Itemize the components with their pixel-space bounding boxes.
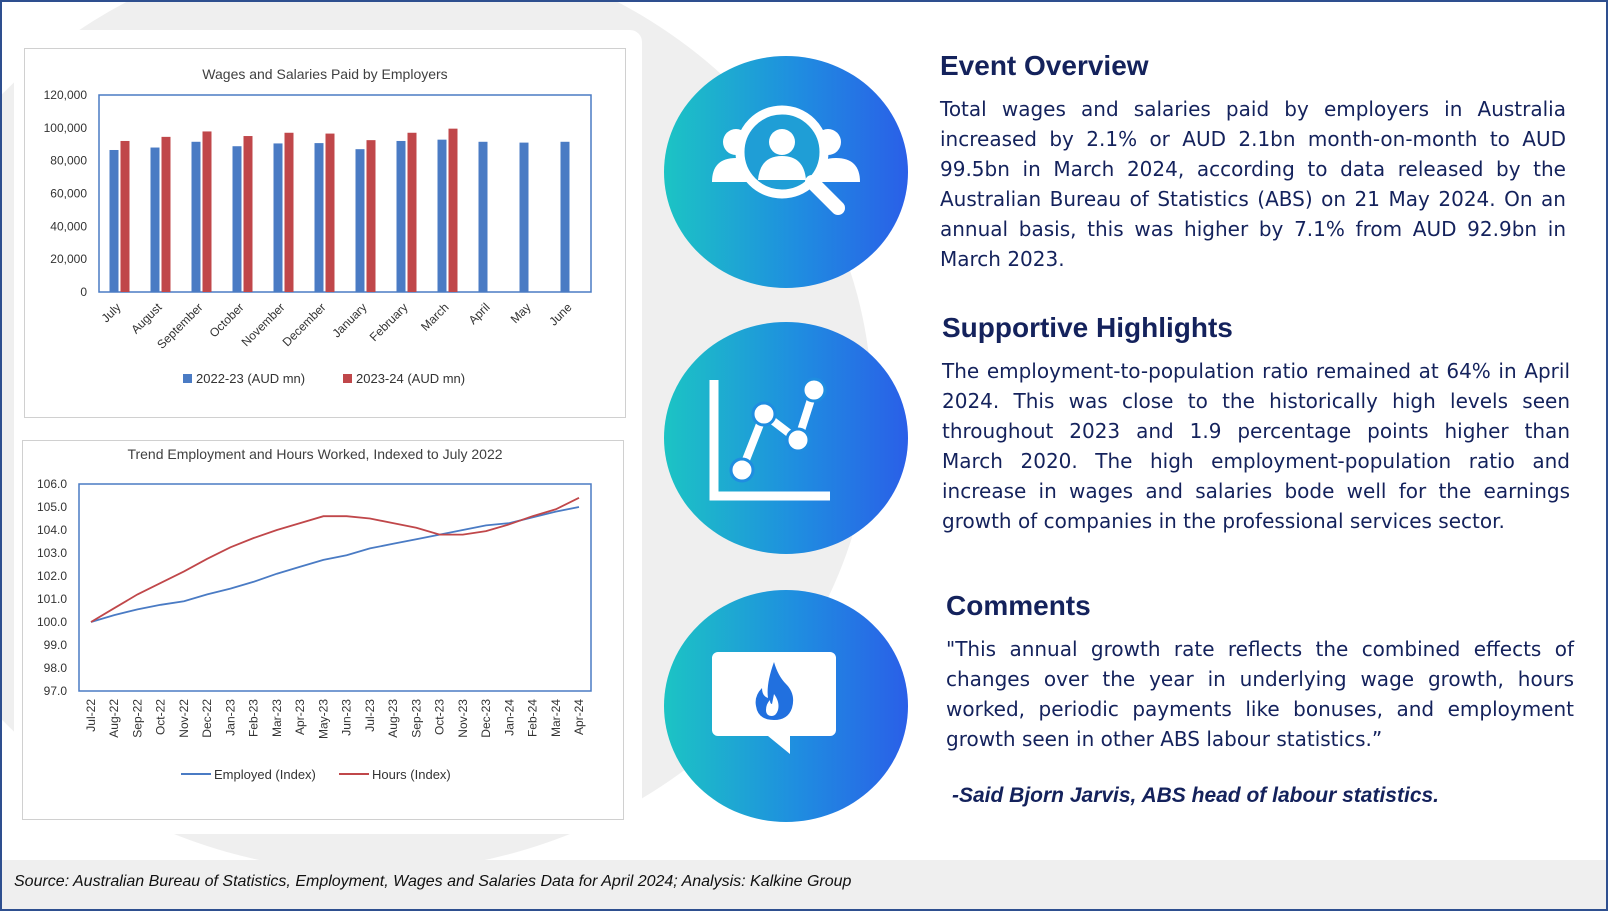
line-x-tick-label: Nov-23 — [455, 699, 470, 738]
line-x-tick-label: Mar-23 — [269, 699, 284, 738]
bar-2023-24 — [162, 137, 171, 292]
line-x-tick-label: Feb-23 — [246, 699, 261, 738]
line-x-tick-label: Oct-22 — [153, 699, 168, 736]
comments-title: Comments — [946, 590, 1091, 621]
bar-legend-label: 2023-24 (AUD mn) — [356, 371, 466, 386]
line-x-tick-label: Mar-24 — [548, 699, 563, 738]
source-note: Source: Australian Bureau of Statistics, Employment, Wages and Salaries Data for April 2024; Analysis: Kalkine Group — [14, 873, 852, 890]
bar-y-tick-label: 20,000 — [50, 252, 87, 267]
bar-2022-23 — [274, 143, 283, 292]
bar-2023-24 — [449, 129, 458, 292]
bar-2023-24 — [408, 133, 417, 292]
bar-2022-23 — [110, 150, 119, 292]
bar-x-tick-label: May — [507, 300, 534, 327]
line-legend-label: Hours (Index) — [372, 767, 451, 782]
line-x-tick-label: Jan-23 — [223, 699, 238, 736]
line-y-tick-label: 100.0 — [36, 615, 67, 629]
event-overview-title: Event Overview — [940, 50, 1149, 81]
bar-x-tick-label: January — [329, 300, 370, 341]
line-x-tick-label: Jun-23 — [339, 699, 354, 736]
bar-2022-23 — [520, 143, 529, 292]
line-y-tick-label: 104.0 — [36, 523, 67, 537]
bar-2023-24 — [244, 136, 253, 292]
line-x-tick-label: Feb-24 — [525, 699, 540, 738]
bar-2022-23 — [233, 146, 242, 292]
chat-fire-icon — [664, 590, 908, 822]
bar-y-tick-label: 0 — [80, 285, 87, 299]
line-x-tick-label: Aug-22 — [107, 699, 122, 738]
quote-author: -Said Bjorn Jarvis, ABS head of labour statistics. — [952, 784, 1440, 807]
line-y-tick-label: 103.0 — [36, 546, 67, 560]
line-chart-title: Trend Employment and Hours Worked, Indexed to July 2022 — [127, 446, 503, 462]
bar-x-tick-label: November — [238, 300, 288, 350]
bar-legend-label: 2022-23 (AUD mn) — [196, 371, 306, 386]
bar-legend-swatch — [343, 374, 352, 383]
line-y-tick-label: 102.0 — [36, 569, 67, 583]
line-x-tick-label: Apr-24 — [572, 699, 586, 736]
supportive-highlights-title: Supportive Highlights — [942, 312, 1233, 343]
comments-icon-circle — [664, 590, 908, 822]
wages-bar-chart — [24, 48, 626, 418]
bar-y-tick-label: 40,000 — [50, 219, 87, 234]
bar-2023-24 — [121, 141, 130, 292]
line-x-tick-label: Apr-23 — [293, 699, 308, 736]
bar-2023-24 — [203, 131, 212, 292]
line-x-tick-label: Jan-24 — [502, 699, 517, 736]
bar-y-tick-label: 60,000 — [50, 186, 87, 201]
bar-x-tick-label: June — [546, 300, 575, 329]
bar-2022-23 — [151, 148, 160, 292]
bar-2022-23 — [356, 149, 365, 292]
line-y-tick-label: 101.0 — [36, 592, 67, 606]
bar-2022-23 — [192, 142, 201, 292]
line-x-tick-label: Nov-22 — [176, 699, 191, 738]
bar-x-tick-label: February — [366, 300, 411, 345]
bar-plot-border — [99, 95, 591, 292]
line-y-tick-label: 97.0 — [43, 684, 67, 698]
line-x-tick-label: Sep-23 — [409, 699, 424, 738]
bar-2022-23 — [479, 142, 488, 292]
line-x-tick-label: Dec-22 — [200, 699, 215, 738]
line-x-tick-label: Jul-23 — [362, 699, 377, 732]
bar-2022-23 — [561, 142, 570, 292]
line-x-tick-label: Jul-22 — [84, 699, 98, 732]
highlights-icon-circle — [664, 322, 908, 554]
bar-y-tick-label: 100,000 — [43, 120, 87, 135]
bar-2022-23 — [397, 141, 406, 292]
bar-x-tick-label: December — [279, 300, 329, 350]
line-x-tick-label: Aug-23 — [386, 699, 401, 738]
line-plot-border — [79, 484, 591, 691]
event-overview-text: Total wages and salaries paid by employers in Australia increased by 2.1% or AUD 2.1bn month-on-month to AUD 99.5bn in March 2024, according to data released by the Australian Bureau of Statistics (ABS) on 21 May 2024. On an annual basis, this was higher by 7.1% from AUD 92.9bn in March 2023. — [940, 97, 1566, 271]
line-y-tick-label: 98.0 — [43, 661, 67, 675]
employment-line-chart — [22, 440, 624, 820]
line-legend-label: Employed (Index) — [214, 767, 316, 782]
line-y-tick-label: 106.0 — [36, 477, 67, 491]
wages-bar-chart-svg — [25, 49, 625, 417]
bar-2022-23 — [315, 143, 324, 292]
bar-x-tick-label: August — [128, 300, 165, 337]
bar-x-tick-label: July — [98, 300, 124, 326]
bar-chart-title: Wages and Salaries Paid by Employers — [202, 66, 448, 82]
line-y-tick-label: 99.0 — [43, 638, 67, 652]
bar-x-tick-label: September — [154, 300, 206, 352]
supportive-highlights-text: The employment-to-population ratio remained at 64% in April 2024. This was close to the historically high levels seen throughout 2023 and 1.9 percentage points higher than March 2020. The high employment-population ratio and increase in wages and salaries bode well for the earnings growth of companies in the professional services sector. — [942, 359, 1570, 533]
bar-2023-24 — [367, 140, 376, 292]
bar-legend-swatch — [183, 374, 192, 383]
bar-x-tick-label: March — [418, 300, 452, 334]
line-chart-icon — [664, 322, 908, 554]
bar-y-tick-label: 120,000 — [43, 88, 87, 102]
bar-x-tick-label: April — [465, 300, 493, 328]
bar-y-tick-label: 80,000 — [50, 153, 87, 168]
line-x-tick-label: May-23 — [316, 699, 331, 740]
employed-index-line — [91, 507, 579, 622]
bar-2022-23 — [438, 140, 447, 292]
employment-line-chart-svg — [23, 441, 623, 819]
bar-2023-24 — [285, 133, 294, 292]
line-y-tick-label: 105.0 — [36, 500, 67, 514]
line-x-tick-label: Dec-23 — [479, 699, 494, 738]
overview-icon-circle — [664, 56, 908, 288]
line-x-tick-label: Sep-22 — [130, 699, 145, 738]
bar-x-tick-label: October — [206, 300, 247, 341]
people-search-icon — [664, 56, 908, 288]
bar-2023-24 — [326, 134, 335, 292]
comments-quote: "This annual growth rate reflects the combined effects of changes over the year in underlying wage growth, hours worked, periodic payments like bonuses, and employment growth seen in other ABS labour statistics.” — [946, 637, 1574, 751]
line-x-tick-label: Oct-23 — [432, 699, 447, 736]
